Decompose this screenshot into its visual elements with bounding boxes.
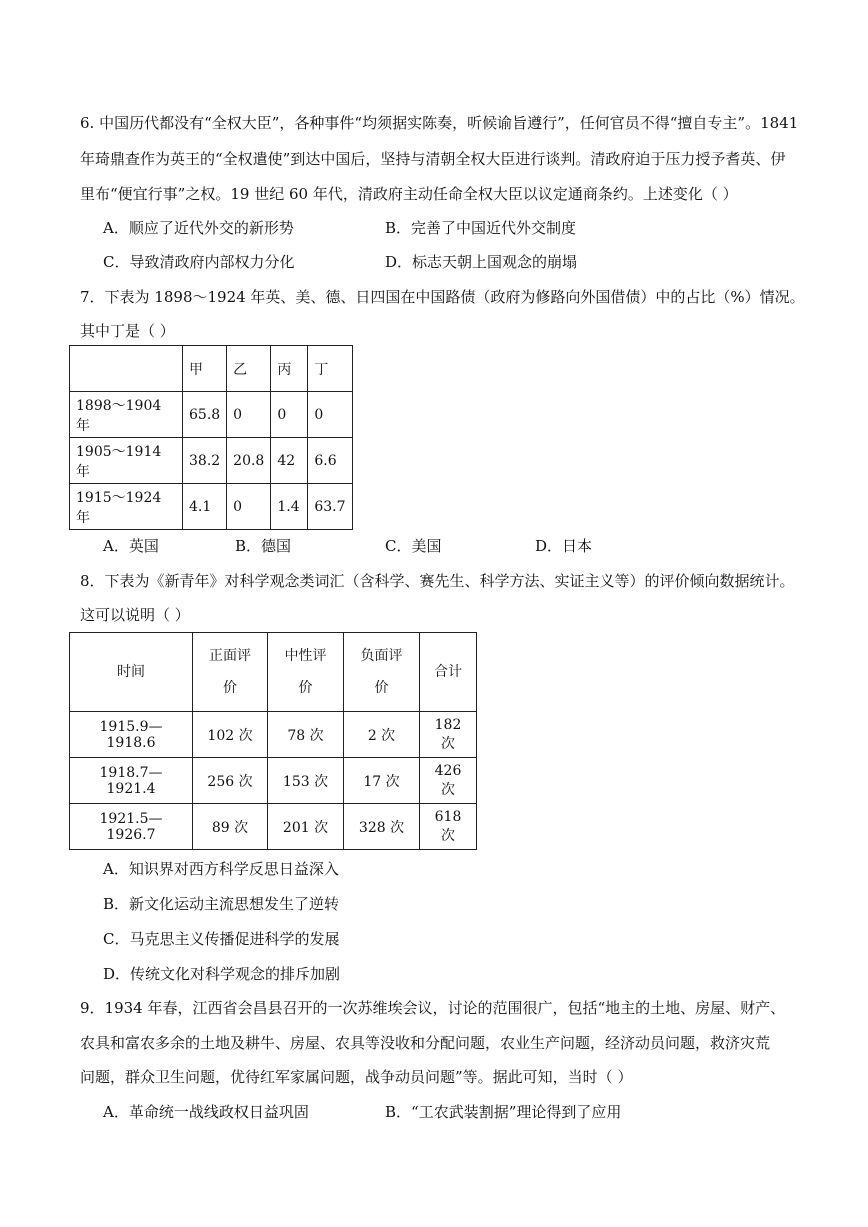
- table-cell: 20.8: [227, 438, 271, 484]
- q9-option-b: B．“工农武装割据”理论得到了应用: [385, 1103, 622, 1121]
- q7-option-b: B．德国: [235, 537, 292, 555]
- table-cell: 甲: [183, 346, 227, 392]
- table-cell: 0: [308, 392, 352, 438]
- q6-stem-line-1: 6. 中国历代都没有“全权大臣”，各种事件“均须据实陈奏，听候谕旨遵行”，任何官员不得“擅自专主”。1841: [80, 114, 799, 132]
- table-cell: 6.6: [308, 438, 352, 484]
- q7-option-a: A．英国: [103, 537, 159, 555]
- table-row: [70, 712, 477, 758]
- table-row: [70, 392, 353, 438]
- table-cell: 1.4: [271, 484, 308, 530]
- q9-stem-line-3: 问题，群众卫生问题，优待红军家属问题，战争动员问题”等。据此可知，当时（ ）: [80, 1068, 633, 1086]
- table-cell: 1915.9—1918.6: [70, 712, 193, 758]
- q7-stem-line-1: 7．下表为 1898～1924 年英、美、德、日四国在中国路债（政府为修路向外国借债）中的占比（%）情况。: [80, 288, 805, 306]
- table-cell: 78 次: [268, 712, 344, 758]
- q8-option-d: D．传统文化对科学观念的排斥加剧: [103, 965, 341, 983]
- table-cell: 丁: [308, 346, 352, 392]
- q9-stem-line-1: 9．1934 年春，江西省会昌县召开的一次苏维埃会议，讨论的范围很广，包括“地主的土地、房屋、财产、: [80, 999, 786, 1017]
- table-cell: 负面评 价: [344, 633, 420, 712]
- table-cell: 0: [227, 484, 271, 530]
- table-cell: 1921.5—1926.7: [70, 804, 193, 850]
- q6-stem-line-2: 年琦鼎查作为英王的“全权遣使”到达中国后，坚持与清朝全权大臣进行谈判。清政府迫于压力授予耆英、伊: [80, 150, 786, 168]
- table-cell: 201 次: [268, 804, 344, 850]
- table-cell: 丙: [271, 346, 308, 392]
- q7-option-d: D．日本: [535, 537, 593, 555]
- table-cell: 合计: [420, 633, 477, 712]
- table-cell: 618 次: [420, 804, 477, 850]
- q8-stem-line-2: 这可以说明（ ）: [80, 606, 190, 624]
- q6-option-d: D．标志天朝上国观念的崩塌: [385, 253, 578, 271]
- table-cell: 42: [271, 438, 308, 484]
- table-row: [70, 484, 353, 530]
- table-cell: 时间: [70, 633, 193, 712]
- table-cell: 4.1: [183, 484, 227, 530]
- table-cell: 153 次: [268, 758, 344, 804]
- q8-option-c: C．马克思主义传播促进科学的发展: [103, 930, 340, 948]
- table-cell: 乙: [227, 346, 271, 392]
- table-cell: 1898～1904 年: [70, 392, 183, 438]
- table-cell: 17 次: [344, 758, 420, 804]
- table-cell: 89 次: [193, 804, 268, 850]
- table-cell: 1915～1924 年: [70, 484, 183, 530]
- table-cell: 中性评 价: [268, 633, 344, 712]
- table-cell: 65.8: [183, 392, 227, 438]
- q8-stem-line-1: 8．下表为《新青年》对科学观念类词汇（含科学、赛先生、科学方法、实证主义等）的评价倾向数据统计。: [80, 572, 795, 590]
- table-cell: 63.7: [308, 484, 352, 530]
- q7-stem-line-2: 其中丁是（ ）: [80, 322, 175, 340]
- table-cell: 0: [227, 392, 271, 438]
- table-cell: 426 次: [420, 758, 477, 804]
- q7-option-c: C．美国: [385, 537, 442, 555]
- q9-stem-line-2: 农具和富农多余的土地及耕牛、房屋、农具等没收和分配问题，农业生产问题，经济动员问题，救济灾荒: [80, 1034, 771, 1052]
- table-cell: 0: [271, 392, 308, 438]
- table-cell: 328 次: [344, 804, 420, 850]
- table-cell: 38.2: [183, 438, 227, 484]
- table-cell: 正面评 价: [193, 633, 268, 712]
- q9-option-a: A．革命统一战线政权日益巩固: [103, 1103, 309, 1121]
- table-header-row: [70, 633, 477, 712]
- q8-option-b: B．新文化运动主流思想发生了逆转: [103, 895, 340, 913]
- q6-option-c: C．导致清政府内部权力分化: [103, 253, 295, 271]
- table-row: [70, 438, 353, 484]
- table-cell: [70, 346, 183, 392]
- table-cell: 1905～1914 年: [70, 438, 183, 484]
- table-row: [70, 804, 477, 850]
- table-cell: 256 次: [193, 758, 268, 804]
- q8-option-a: A．知识界对西方科学反思日益深入: [103, 860, 339, 878]
- table-header-row: [70, 346, 353, 392]
- q7-table: [69, 345, 353, 530]
- q6-option-a: A．顺应了近代外交的新形势: [103, 219, 294, 237]
- table-cell: 2 次: [344, 712, 420, 758]
- table-cell: 102 次: [193, 712, 268, 758]
- q6-option-b: B．完善了中国近代外交制度: [385, 219, 577, 237]
- q8-table: [69, 632, 477, 850]
- table-cell: 1918.7—1921.4: [70, 758, 193, 804]
- table-cell: 182 次: [420, 712, 477, 758]
- table-row: [70, 758, 477, 804]
- q6-stem-line-3: 里布“便宜行事”之权。19 世纪 60 年代，清政府主动任命全权大臣以议定通商条约。上述变化（ ）: [80, 185, 738, 203]
